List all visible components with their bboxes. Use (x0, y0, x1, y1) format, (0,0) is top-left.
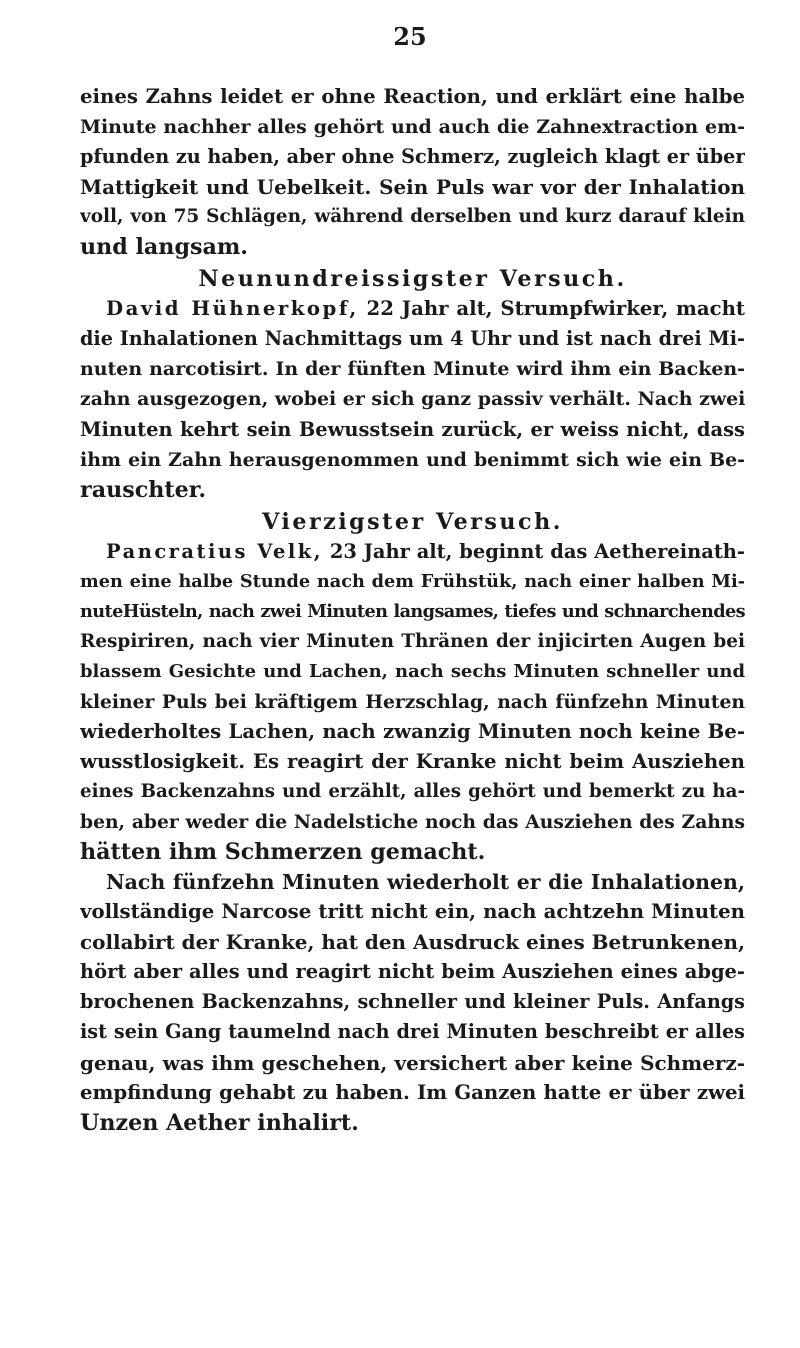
text-line-first (80, 537, 745, 567)
text-line: zahn ausgezogen, wobei er sich ganz passiv verhält. Nach zwei (80, 388, 745, 411)
text-line: nuteHüsteln, nach zwei Minuten langsames, tiefes und schnarchendes (80, 600, 745, 622)
page-number: 25 (393, 22, 427, 51)
text-line: nuten narcotisirt. In der fünften Minute wird ihm ein Backen- (80, 358, 745, 381)
text-line: rauschter. (80, 476, 207, 503)
text-line: ben, aber weder die Nadelstiche noch das Ausziehen des Zahns (80, 811, 745, 834)
text-line: empfindung gehabt zu haben. Im Ganzen hatte er über zwei (80, 1080, 745, 1104)
person-name: David Hühnerkopf, (106, 297, 359, 321)
text-line: ist sein Gang taumelnd nach drei Minuten beschreibt er alles (80, 1020, 745, 1044)
paragraph-3 (80, 537, 745, 868)
text-line: kleiner Puls bei kräftigem Herzschlag, nach fünfzehn Minuten (80, 690, 745, 713)
text-line: ihm ein Zahn herausgenommen und benimmt sich wie ein Be- (80, 448, 745, 471)
text-line: wusstlosigkeit. Es reagirt der Kranke nicht beim Ausziehen (80, 750, 745, 774)
person-name: Pancratius Velk, (106, 539, 324, 563)
text-line: Nach fünfzehn Minuten wiederholt er die Inhalationen, (106, 870, 745, 895)
text-fragment: 23 Jahr alt, beginnt das Aethereinath- (329, 539, 745, 563)
text-line: Unzen Aether inhalirt. (80, 1109, 359, 1136)
text-line: collabirt der Kranke, hat den Ausdruck eines Betrunkenen, (80, 930, 745, 955)
section-heading-39: Neunundreissigster Versuch. (198, 266, 627, 293)
text-line: vollständige Narcose tritt nicht ein, nach achtzehn Minuten (80, 900, 745, 924)
text-fragment: 22 Jahr alt, Strumpfwirker, macht (366, 297, 745, 321)
text-line: brochenen Backenzahns, schneller und kleiner Puls. Anfangs (80, 990, 745, 1014)
text-line: hört aber alles und reagirt nicht beim Ausziehen eines abge- (80, 960, 745, 984)
text-line: eines Zahns leidet er ohne Reaction, und erklärt eine halbe (80, 85, 745, 108)
text-line: genau, was ihm geschehen, versichert aber keine Schmerz- (80, 1050, 745, 1075)
paragraph-4 (80, 867, 745, 1137)
paragraph-2 (80, 294, 745, 504)
text-line: und langsam. (80, 234, 249, 261)
text-line: voll, von 75 Schlägen, während derselben und kurz darauf klein (80, 206, 745, 228)
text-line: Respiriren, nach vier Minuten Thränen der injicirten Augen bei (80, 630, 745, 652)
text-line: Mattigkeit und Uebelkeit. Sein Puls war vor der Inhalation (80, 175, 745, 200)
section-heading-40: Vierzigster Versuch. (262, 508, 563, 535)
body-text (80, 82, 745, 1138)
text-line: wiederholtes Lachen, nach zwanzig Minuten noch keine Be- (80, 719, 745, 743)
text-line: die Inhalationen Nachmittags um 4 Uhr und ist nach drei Mi- (80, 327, 745, 351)
text-line-first (80, 294, 745, 324)
text-line: men eine halbe Stunde nach dem Frühstük, nach einer halben Mi- (80, 570, 745, 592)
text-line: hätten ihm Schmerzen gemacht. (80, 839, 486, 866)
text-line: blassem Gesichte und Lachen, nach sechs Minuten schneller und (80, 660, 745, 682)
text-line: eines Backenzahns und erzählt, alles gehört und bemerkt zu ha- (80, 781, 745, 803)
text-line: Minute nachher alles gehört und auch die Zahnextraction em- (80, 116, 745, 139)
paragraph-1 (80, 82, 745, 262)
text-line: Minuten kehrt sein Bewusstsein zurück, er weiss nicht, dass (80, 417, 745, 441)
text-line: pfunden zu haben, aber ohne Schmerz, zugleich klagt er über (80, 145, 745, 169)
